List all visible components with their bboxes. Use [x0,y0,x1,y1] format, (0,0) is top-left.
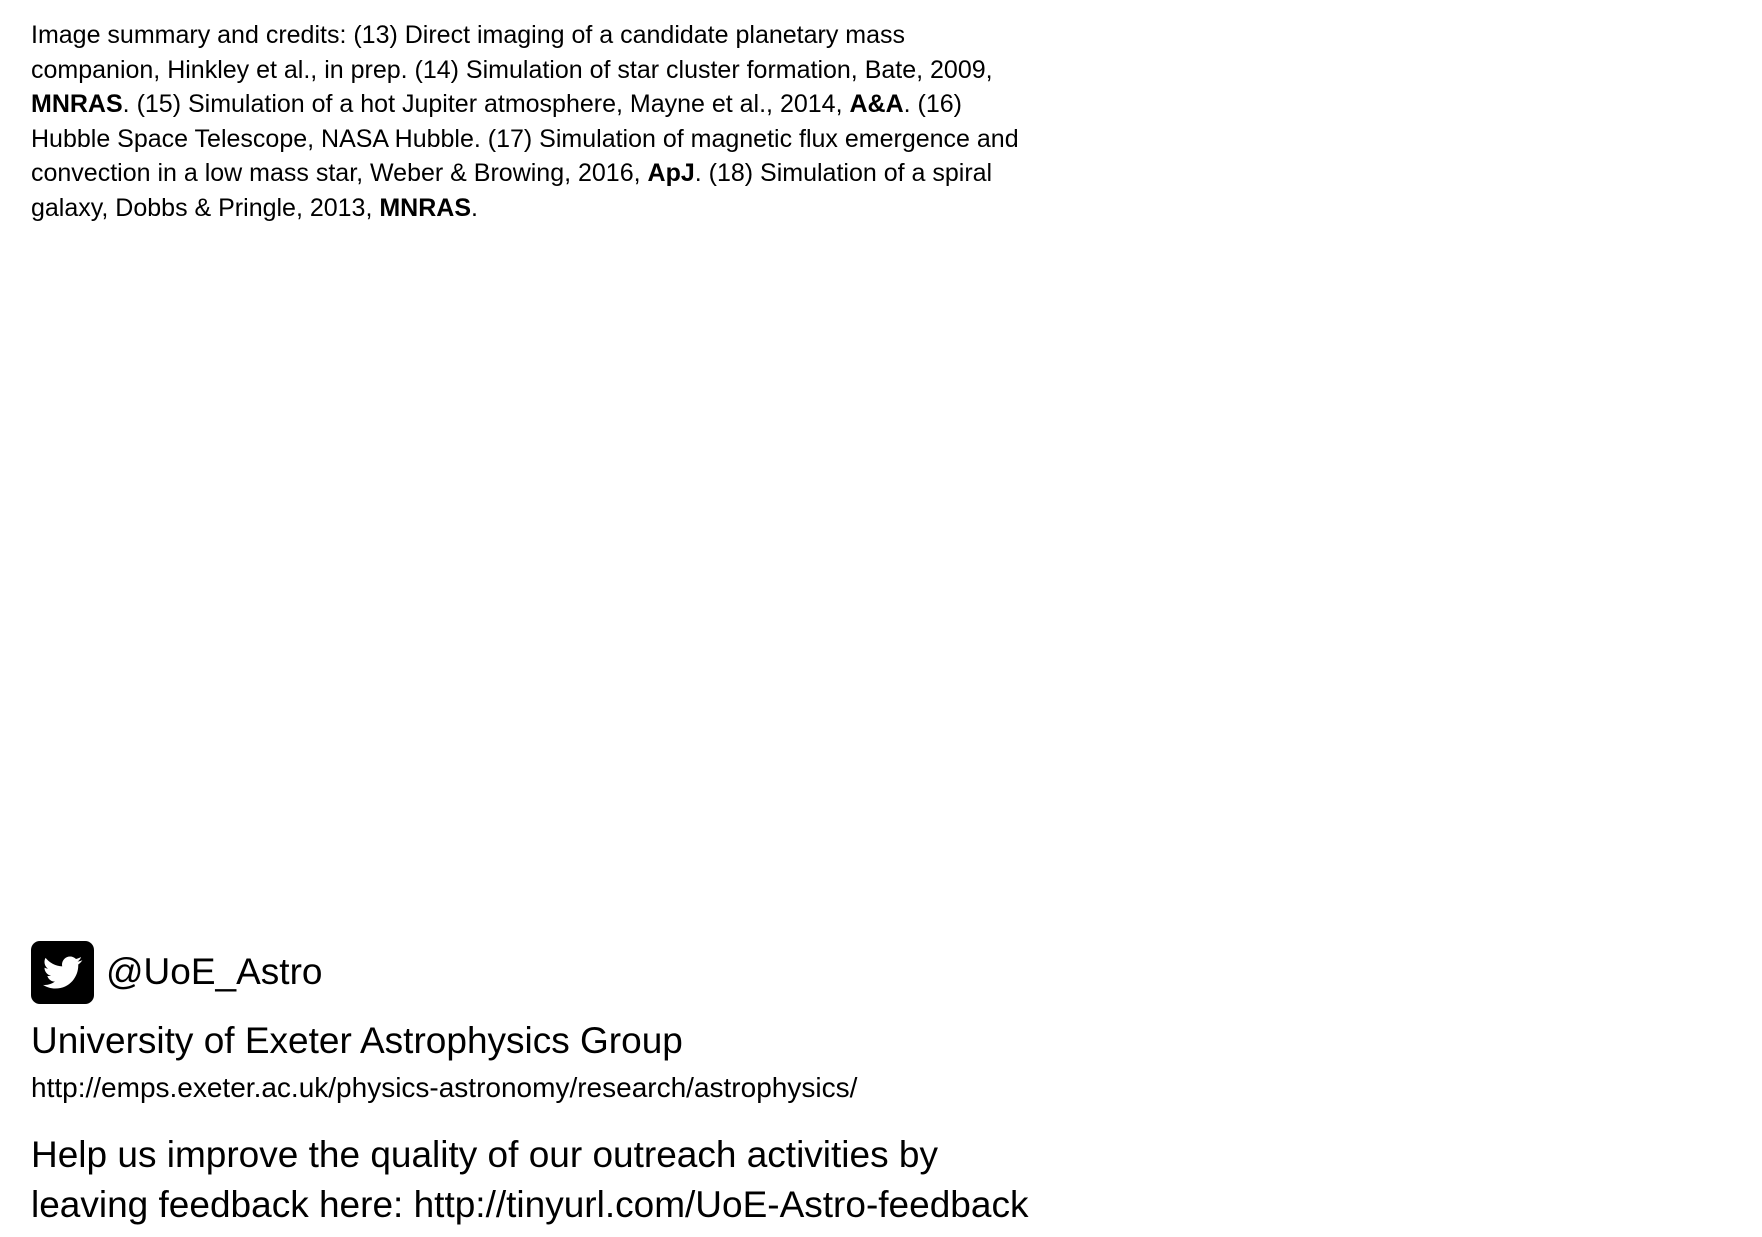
journal-name: MNRAS [379,193,472,222]
twitter-handle[interactable]: @UoE_Astro [106,951,323,992]
credits-text: Image summary and credits: (13) Direct imaging of a candidate planetary mass companion, Hinkley et al., in prep. (14) Simulation of star cluster formation, Bate, 2009, [31,21,993,84]
twitter-bird-icon [31,941,94,1004]
feedback-message [31,1130,1028,1230]
group-url-link[interactable]: http://emps.exeter.ac.uk/physics-astronomy/research/astrophysics/ [31,1072,858,1103]
credits-text: . (16) Hubble Space Telescope, NASA Hubble. (17) Simulation of magnetic flux emergence and convection in a low mass star, Weber & Browing, 2016, [31,90,1019,187]
journal-name: ApJ [647,159,695,187]
credits-text: . [471,193,478,222]
journal-name: A&A [849,90,904,118]
journal-name: MNRAS [31,90,123,118]
credits-text: . (18) Simulation of a spiral galaxy, Dobbs & Pringle, 2013, [31,159,993,222]
image-credits-paragraph [31,18,1021,225]
feedback-line-with-link[interactable]: leaving feedback here: http://tinyurl.com/UoE-Astro-feedback [31,1184,1029,1225]
credits-text: . (15) Simulation of a hot Jupiter atmosphere, Mayne et al., 2014, [122,90,850,118]
twitter-row [31,940,322,1004]
feedback-line: Help us improve the quality of our outreach activities by [31,1134,938,1175]
group-name: University of Exeter Astrophysics Group [31,1020,683,1061]
